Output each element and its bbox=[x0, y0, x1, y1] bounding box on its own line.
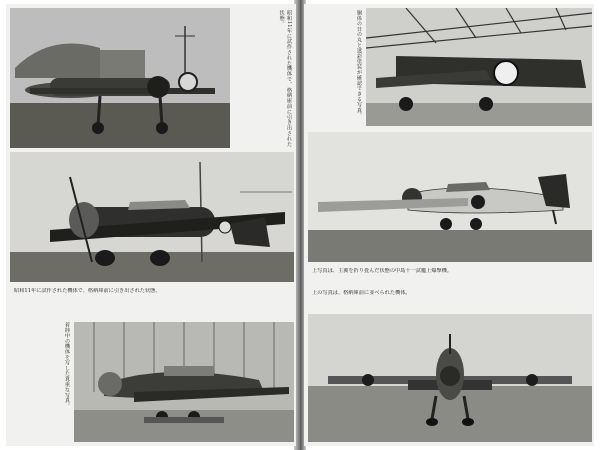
caption-bottom-left: 着陸中の機体を写した貴重な写真。 bbox=[64, 322, 70, 409]
photo-front-view-aircraft bbox=[308, 314, 592, 442]
photo-dive-bomber bbox=[10, 152, 294, 282]
front-view-aircraft-drawing bbox=[308, 314, 592, 442]
photo-hangar-aircraft bbox=[10, 8, 230, 148]
hangar-interior-drawing bbox=[366, 8, 592, 126]
dive-bomber-drawing bbox=[10, 152, 294, 282]
carrier-bomber-drawing bbox=[308, 132, 592, 262]
taxiing-aircraft-drawing bbox=[74, 322, 294, 442]
caption-top-left: 昭和11年に試作された機体で、格納庫前に引き出された状態。 bbox=[278, 10, 292, 147]
photo-aircraft-in-hangar bbox=[366, 8, 592, 126]
caption-middle-right-1: 上写真は、主翼を折り畳んだ状態の中島十一試艦上爆撃機。 bbox=[312, 268, 453, 274]
photo-taxiing-aircraft bbox=[74, 322, 294, 442]
hangar-scene-drawing bbox=[10, 8, 230, 148]
right-page bbox=[304, 4, 594, 446]
caption-middle-left bbox=[14, 288, 290, 318]
caption-middle-left-text: 昭和11年に試作された機体で、格納庫前に引き出された状態。 bbox=[14, 288, 161, 294]
caption-middle-right-2: 上の写真は、格納庫前に並べられた機体。 bbox=[312, 290, 411, 296]
left-page bbox=[6, 4, 296, 446]
photo-carrier-bomber bbox=[308, 132, 592, 262]
caption-top-right: 胴体の日の丸と迷彩塗装が確認できる写真。 bbox=[356, 10, 362, 118]
